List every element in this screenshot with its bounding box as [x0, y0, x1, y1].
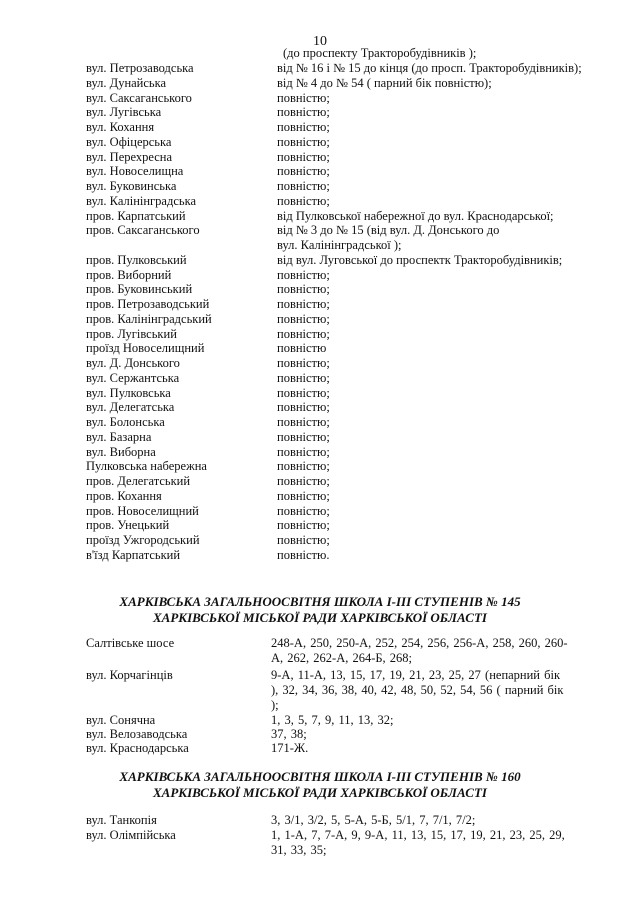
street-row [0, 120, 640, 135]
street-name: пров. Кохання [86, 488, 162, 503]
street-row [0, 105, 640, 120]
school-160-heading [0, 769, 640, 801]
street-coverage: повністю [277, 341, 327, 356]
street-coverage: повністю; [277, 105, 330, 120]
street-name: пров. Калінінградський [86, 311, 212, 326]
street-name: вул. Олімпійська [86, 828, 176, 842]
street-coverage: повністю; [277, 415, 330, 429]
street-name: вул. Делегатська [86, 400, 175, 415]
street-row [0, 504, 640, 519]
street-coverage: вул. Калінінградської ); [277, 238, 402, 252]
street-coverage: від № 3 до № 15 (від вул. Д. Донського до [277, 223, 500, 238]
house-numbers: 1, 3, 5, 7, 9, 11, 13, 32; [271, 713, 394, 727]
street-name: вул. Дунайська [86, 75, 167, 90]
street-name: пров. Виборний [86, 267, 172, 282]
street-coverage: повністю; [277, 90, 330, 105]
street-coverage: повністю. [277, 547, 330, 562]
street-row [0, 297, 640, 312]
street-coverage: повністю; [277, 179, 330, 193]
street-row [0, 268, 640, 283]
street-row [0, 474, 640, 489]
street-name: в'їзд Карпатський [86, 547, 181, 562]
school-160-title-line2: ХАРКІВСЬКОЇ МІСЬКОЇ РАДИ ХАРКІВСЬКОЇ ОБЛАСТІ [153, 785, 487, 800]
street-name: вул. Д. Донського [86, 356, 180, 370]
street-coverage: від № 16 і № 15 до кінця (до просп. Тракторобудівників); [277, 61, 582, 75]
street-coverage: повністю; [277, 120, 330, 134]
street-name: пров. Новоселищний [86, 503, 199, 518]
street-coverage: повністю; [277, 282, 330, 297]
street-name: вул. Сонячна [86, 713, 156, 727]
street-name: пров. Унецький [86, 518, 170, 533]
street-name: пров. Делегатський [86, 474, 191, 488]
street-coverage: повністю; [277, 267, 330, 282]
street-row [0, 400, 640, 415]
street-row [0, 341, 640, 356]
house-numbers: 9-А, 11-А, 13, 15, 17, 19, 21, 23, 25, 27 (непарний бік ), 32, 34, 36, 38, 40, 42, 48, 50, 52, 54, 56 ( парний бік ); [271, 668, 564, 712]
house-numbers: 37, 38; [271, 727, 307, 741]
street-coverage: повністю; [277, 518, 330, 533]
street-name: пров. Саксаганського [86, 223, 200, 238]
street-coverage: повністю; [277, 400, 330, 415]
school-160-title-line1: ХАРКІВСЬКА ЗАГАЛЬНООСВІТНЯ ШКОЛА І-ІІІ СТУПЕНІВ № 160 [119, 769, 521, 784]
street-coverage: повністю; [277, 370, 330, 385]
page-number: 10 [313, 34, 327, 49]
street-coverage: від вул. Луговської до проспектк Тракторобудівників; [277, 252, 563, 267]
street-coverage: повністю; [277, 459, 330, 474]
street-row [0, 61, 640, 76]
street-coverage: від Пулковської набережної до вул. Краснодарської; [277, 208, 554, 223]
street-row [0, 238, 640, 253]
house-numbers: 248-А, 250, 250-А, 252, 254, 256, 256-А, 258, 260, 260-А, 262, 262-А, 264-Б, 268; [271, 636, 568, 665]
street-row [0, 194, 640, 209]
street-name: вул. Кохання [86, 120, 155, 134]
street-row [0, 518, 640, 533]
street-row [0, 430, 640, 445]
street-row [0, 533, 640, 548]
street-name: вул. Сержантська [86, 370, 180, 385]
school-145-title-line2: ХАРКІВСЬКОЇ МІСЬКОЇ РАДИ ХАРКІВСЬКОЇ ОБЛАСТІ [153, 610, 487, 625]
street-name: пров. Карпатський [86, 208, 186, 223]
street-coverage: повністю; [277, 385, 330, 400]
street-name: Пулковська набережна [86, 459, 207, 474]
street-name: проїзд Новоселищний [86, 341, 205, 356]
street-coverage: повністю; [277, 474, 330, 488]
street-name: пров. Петрозаводський [86, 297, 210, 311]
street-coverage: повністю; [277, 356, 330, 370]
street-name: вул. Велозаводська [86, 727, 188, 741]
street-coverage: повністю; [277, 429, 330, 444]
street-row [0, 548, 640, 563]
street-coverage: повністю; [277, 149, 330, 164]
street-coverage: повністю; [277, 134, 330, 149]
street-coverage: повністю; [277, 503, 330, 518]
street-row [0, 179, 640, 194]
street-name: вул. Танкопія [86, 813, 157, 827]
street-row [0, 386, 640, 401]
street-coverage: від № 4 до № 54 ( парний бік повністю); [277, 75, 492, 90]
continuation-text: (до проспекту Тракторобудівників ); [283, 46, 477, 60]
street-name: пров. Лугівський [86, 326, 177, 341]
street-row [0, 489, 640, 504]
street-coverage: повністю; [277, 311, 330, 326]
street-coverage: повністю; [277, 326, 330, 341]
street-row [0, 223, 640, 238]
street-name: вул. Виборна [86, 444, 156, 459]
school-145-title-line1: ХАРКІВСЬКА ЗАГАЛЬНООСВІТНЯ ШКОЛА І-ІІІ СТУПЕНІВ № 145 [119, 594, 521, 609]
street-name: вул. Пулковська [86, 385, 171, 400]
house-numbers: 1, 1-А, 7, 7-А, 9, 9-А, 11, 13, 15, 17, 19, 21, 23, 25, 29, 31, 33, 35; [271, 828, 565, 857]
street-coverage: повністю; [277, 444, 330, 459]
street-name: вул. Буковинська [86, 179, 177, 193]
street-row [0, 445, 640, 460]
street-name: вул. Петрозаводська [86, 61, 194, 75]
street-row [0, 91, 640, 106]
street-row [0, 253, 640, 268]
street-name: вул. Калінінградська [86, 193, 197, 208]
street-name: вул. Корчагінців [86, 668, 173, 682]
street-row [0, 76, 640, 91]
street-name: проїзд Ужгородський [86, 533, 200, 547]
street-row [0, 356, 640, 371]
street-name: вул. Базарна [86, 429, 152, 444]
street-name: пров. Пулковський [86, 252, 187, 267]
house-numbers: 3, 3/1, 3/2, 5, 5-А, 5-Б, 5/1, 7, 7/1, 7/2; [271, 813, 476, 827]
street-name: пров. Буковинський [86, 282, 193, 297]
street-row [0, 371, 640, 386]
street-name: вул. Болонська [86, 415, 165, 429]
street-row [0, 415, 640, 430]
street-row [0, 312, 640, 327]
school-145-heading [0, 594, 640, 626]
street-coverage: повністю; [277, 488, 330, 503]
street-coverage: повністю; [277, 164, 330, 179]
street-name: вул. Лугівська [86, 105, 162, 120]
street-row [0, 282, 640, 297]
street-row [0, 327, 640, 342]
street-name: вул. Перехресна [86, 149, 173, 164]
street-name: вул. Офіцерська [86, 134, 172, 149]
street-name: вул. Новоселищна [86, 164, 184, 179]
street-coverage: повністю; [277, 297, 330, 311]
continuation-line [0, 46, 640, 61]
street-row [0, 150, 640, 165]
street-name: Салтівське шосе [86, 636, 175, 650]
street-coverage: повністю; [277, 193, 330, 208]
street-row [0, 135, 640, 150]
house-numbers: 171-Ж. [271, 741, 309, 755]
street-row [0, 164, 640, 179]
street-name: вул. Краснодарська [86, 741, 189, 755]
street-name: вул. Саксаганського [86, 90, 192, 105]
street-coverage: повністю; [277, 533, 330, 547]
street-row [0, 459, 640, 474]
street-row [0, 209, 640, 224]
